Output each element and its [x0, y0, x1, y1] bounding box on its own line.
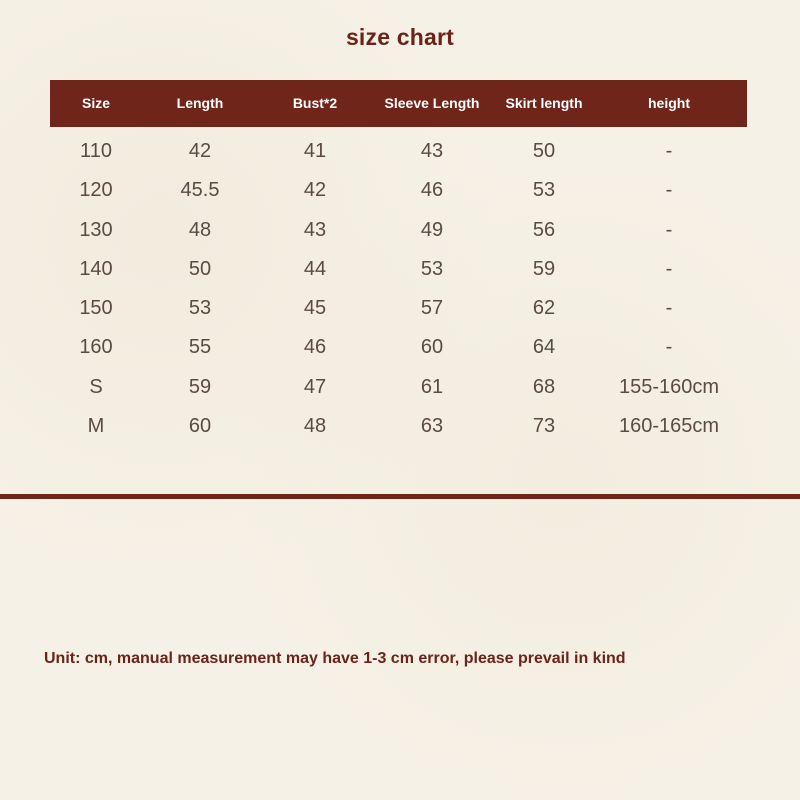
table-cell: 60 — [420, 336, 444, 359]
table-cell: 53 — [188, 297, 212, 320]
table-cell: 155-160cm — [618, 375, 720, 398]
table-row — [0, 368, 800, 407]
table-cell: 160-165cm — [618, 415, 720, 438]
table-cell: 130 — [79, 218, 113, 241]
table-cell: 140 — [79, 257, 113, 280]
table-cell: 49 — [420, 218, 444, 241]
table-cell: - — [665, 140, 673, 162]
table-cell: 55 — [188, 336, 212, 359]
table-cell: 120 — [79, 179, 113, 202]
table-cell: 45.5 — [180, 179, 220, 202]
table-cell: 73 — [532, 415, 556, 438]
table-body — [0, 132, 800, 446]
table-cell: 43 — [420, 140, 444, 162]
table-cell: 59 — [188, 375, 212, 398]
table-cell: 42 — [303, 179, 327, 202]
page-title: size chart — [345, 24, 455, 50]
table-cell: 64 — [532, 336, 556, 359]
table-cell: 50 — [532, 140, 556, 162]
table-row — [0, 132, 800, 171]
table-cell: 150 — [79, 297, 113, 320]
table-cell: 47 — [303, 375, 327, 398]
table-header — [50, 80, 747, 127]
table-cell: 56 — [532, 218, 556, 241]
table-cell: 46 — [303, 336, 327, 359]
table-row — [0, 407, 800, 446]
table-cell: 43 — [303, 218, 327, 241]
header-cell: Skirt length — [505, 95, 583, 111]
table-cell: 68 — [532, 375, 556, 398]
table-cell: 41 — [303, 140, 327, 162]
table-cell: 42 — [188, 140, 212, 162]
table-cell: 48 — [188, 218, 212, 241]
table-cell: 63 — [420, 415, 444, 438]
table-cell: 61 — [420, 375, 444, 398]
header-cell: height — [648, 95, 690, 111]
table-cell: 110 — [80, 140, 112, 162]
table-cell: 160 — [79, 336, 113, 359]
table-cell: 46 — [420, 179, 444, 202]
table-cell: - — [665, 336, 673, 359]
table-row — [0, 250, 800, 289]
table-cell: 60 — [188, 415, 212, 438]
table-cell: 45 — [303, 297, 327, 320]
table-row — [0, 289, 800, 328]
table-cell: 53 — [420, 257, 444, 280]
table-cell: - — [665, 218, 673, 241]
header-cell: Bust*2 — [292, 95, 338, 111]
table-cell: M — [87, 415, 105, 438]
table-cell: 53 — [532, 179, 556, 202]
section-divider — [0, 494, 800, 499]
table-cell: 44 — [303, 257, 327, 280]
table-row — [0, 328, 800, 367]
header-cell: Size — [81, 95, 111, 111]
table-cell: - — [665, 257, 673, 280]
table-cell: 50 — [188, 257, 212, 280]
table-cell: - — [665, 179, 673, 202]
table-cell: 62 — [532, 297, 556, 320]
table-cell: 57 — [420, 297, 444, 320]
table-row — [0, 211, 800, 250]
measurement-note: Unit: cm, manual measurement may have 1-3 cm error, please prevail in kind — [44, 650, 626, 667]
table-row — [0, 171, 800, 210]
table-cell: 59 — [532, 257, 556, 280]
table-cell: 48 — [303, 415, 327, 438]
table-cell: - — [665, 297, 673, 320]
header-cell: Sleeve Length — [384, 95, 480, 111]
header-cell: Length — [176, 95, 224, 111]
table-cell: S — [89, 375, 103, 398]
